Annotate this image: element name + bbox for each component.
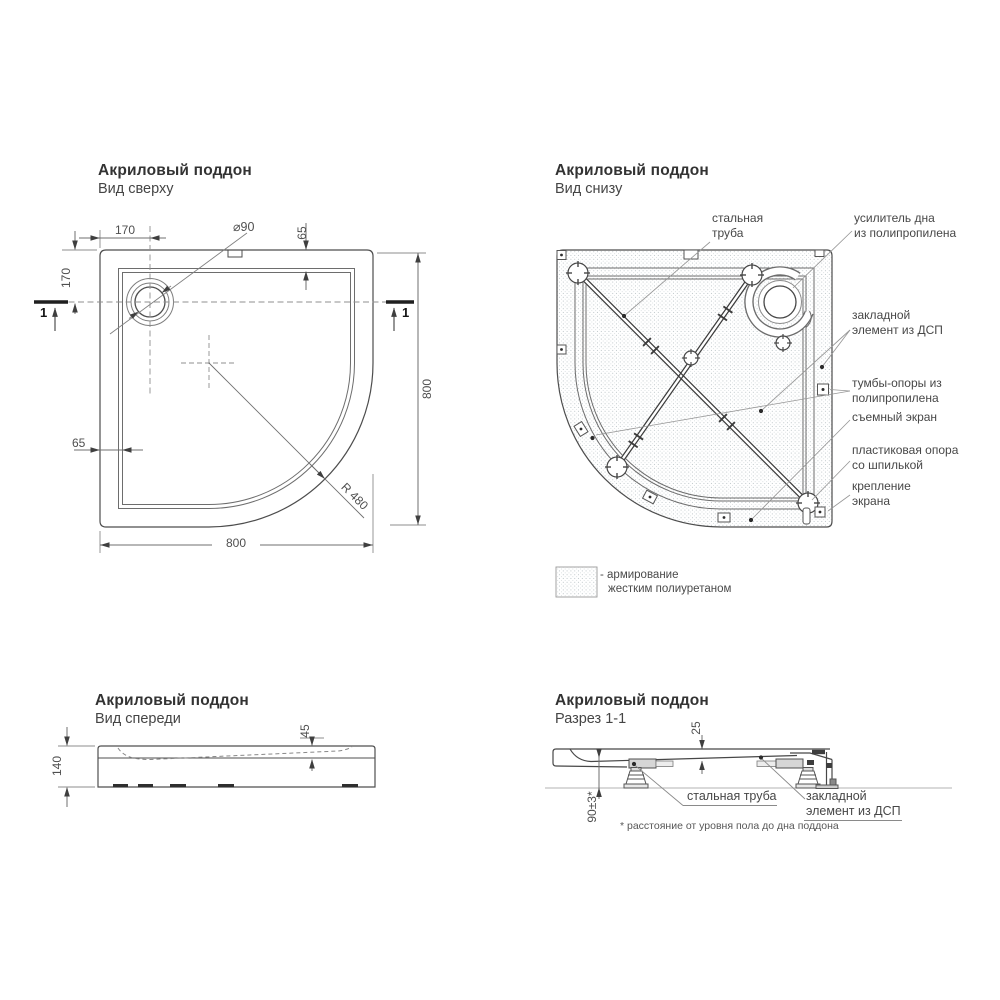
dim-45: 45 [298, 724, 312, 738]
front-view-body [98, 746, 375, 787]
section-footnote: * расстояние от уровня пола до дна поддона [620, 820, 839, 832]
callout-supports-line2: полипропилена [852, 391, 939, 405]
dim-65-top: 65 [295, 226, 309, 240]
legend-swatch [556, 567, 597, 597]
callout-steel-pipe-line1: стальная [712, 211, 764, 225]
dim-800-right: 800 [420, 378, 434, 400]
dim-drain-diameter: ⌀90 [233, 220, 255, 234]
legend-line1: - армирование [600, 569, 679, 581]
dim-140: 140 [50, 755, 64, 777]
top-view-title: Акриловый поддон [98, 162, 252, 179]
bottom-view-subtitle: Вид снизу [555, 181, 623, 197]
callout-screen-mount-line1: крепление [852, 479, 911, 493]
callout-screen-mount-line2: экрана [852, 494, 891, 508]
dim-r480: R 480 [338, 480, 371, 513]
section-pipes [629, 759, 803, 768]
section-mark-1-right: 1 [402, 305, 410, 320]
callout-embedded-line2: элемент из ДСП [852, 323, 943, 337]
dim-65-left: 65 [72, 436, 86, 450]
callout-plastic-support-line1: пластиковая опора [852, 443, 959, 457]
front-view-title: Акриловый поддон [95, 692, 249, 709]
dim-90-3: 90±3* [585, 791, 599, 823]
top-view-subtitle: Вид сверху [98, 181, 174, 197]
dim-800-bottom: 800 [214, 536, 258, 550]
section-view-title: Акриловый поддон [555, 692, 709, 709]
callout-screen: съемный экран [852, 410, 938, 424]
callout-embedded-line1: закладной [852, 308, 911, 322]
section-callout-steel-pipe: стальная труба [687, 789, 777, 803]
front-view-subtitle: Вид спереди [95, 711, 181, 727]
callout-reinforcer-line1: усилитель дна [854, 211, 935, 225]
section-callout-embedded-line2: элемент из ДСП [806, 804, 901, 818]
legend-line2: жестким полиуретаном [608, 583, 732, 595]
bottom-view-title: Акриловый поддон [555, 162, 709, 179]
callout-reinforcer-line2: из полипропилена [854, 226, 957, 240]
dim-170-left: 170 [59, 267, 73, 289]
dim-170-top: 170 [114, 223, 136, 237]
section-feet [624, 768, 838, 789]
section-view-subtitle: Разрез 1-1 [555, 711, 627, 727]
callout-steel-pipe-line2: труба [712, 226, 744, 240]
callout-plastic-support-line2: со шпилькой [852, 458, 923, 472]
section-mark-1-left: 1 [40, 305, 48, 320]
section-callout-embedded-line1: закладной [806, 789, 867, 803]
callout-supports-line1: тумбы-опоры из [852, 376, 942, 390]
dim-25: 25 [689, 721, 703, 735]
